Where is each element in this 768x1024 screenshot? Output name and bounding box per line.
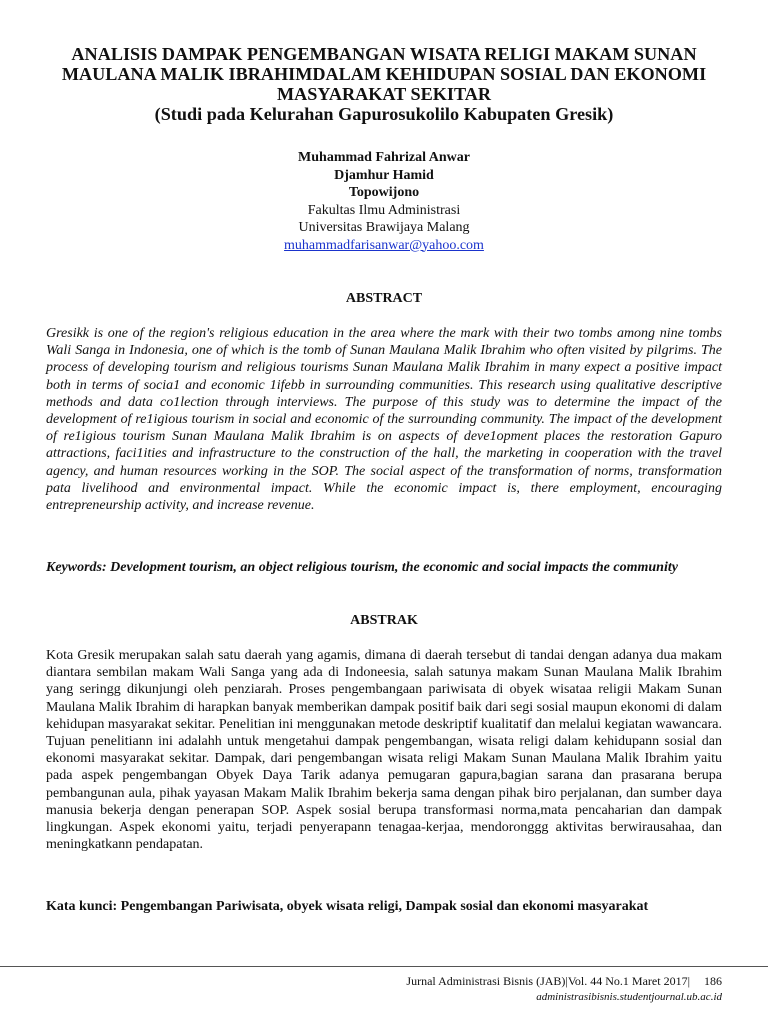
footer-journal-info	[406, 974, 722, 989]
footer-website: administrasibisnis.studentjournal.ub.ac.id	[536, 991, 722, 1003]
author-university: Universitas Brawijaya Malang	[298, 220, 470, 235]
page-number: 186	[704, 974, 722, 988]
abstract-heading: ABSTRACT	[345, 291, 423, 306]
footer-journal-name: Jurnal Administrasi Bisnis (JAB)|Vol. 44 No.1 Maret 2017|	[406, 974, 690, 988]
footer-divider	[0, 966, 768, 967]
paper-title	[40, 44, 728, 124]
kata-kunci: Kata kunci: Pengembangan Pariwisata, obyek wisata religi, Dampak sosial dan ekonomi masyarakat	[46, 899, 649, 914]
abstrak-body: Kota Gresik merupakan salah satu daerah yang agamis, dimana di daerah tersebut di tandai dengan adanya dua makam diantara sembilan makam Wali Sanga yang ada di Indoneesia, salah satunya makam Sunan Maulana Malik Ibrahim yang seringg dikunjungi oleh penziarah. Proses pengembangaan pariwisata di obyek wisataa religii Makam Sunan Maulana Malik Ibrahim di harapkan banyak memberikan dampak positif baik dari segi sosial maupun ekonomi di dalam kehidupan masyarakat sekitar. Penelitian ini menggunakan metode deskriptif kualitatif dan melalui kegiatan wawancara. Tujuan penelitiann ini adalahh untuk mengetahui dampak pengembangan, wisata religi dalam kehidupann sosial dan ekonomi masyarakat sekitar. Dampak, dari pengembangan wisata religi Makam Sunan Maulana Malik Ibrahim yaitu pada aspek pengembangan Obyek Daya Tarik adanya pemugaran gapura,bagian sarana dan prasarana berupa pembangunan aula, pihak yayasan Makam Malik Ibrahim bekerja sama dengan pihak biro perjalanan, dan sumber daya manusia bekerja dengan penerapan SOP. Aspek sosial berupa transformasi norma,mata pencaharian dan dampak lingkungan. Aspek ekonomi yaitu, terjadi penyerapann tenagaa-kerjaa, mendoronggg aktivitas berwirausahaa, dan meningkatkann pendapatan.	[46, 648, 722, 853]
author-name: Muhammad Fahrizal Anwar	[298, 150, 470, 165]
author-email-link[interactable]: muhammadfarisanwar@yahoo.com	[284, 237, 484, 253]
author-name: Djamhur Hamid	[334, 167, 434, 183]
title-subtitle: (Studi pada Kelurahan Gapurosukolilo Kabupaten Gresik)	[154, 104, 614, 124]
author-faculty: Fakultas Ilmu Administrasi	[307, 202, 461, 218]
keywords: Keywords: Development tourism, an object religious tourism, the economic and social impacts the community	[46, 560, 678, 575]
author-name: Topowijono	[348, 185, 420, 200]
abstrak-heading: ABSTRAK	[350, 613, 418, 628]
abstract-body: Gresikk is one of the region's religious education in the area where the mark with their two tombs among nine tombs Wali Sanga in Indonesia, one of which is the tomb of Sunan Maulana Malik Ibrahim who often visited by pilgrims. The process of developing tourism and religious tourisms Sunan Maulana Malik Ibrahim in many expect a positive impact both in terms of socia1 and economic 1ifebb in surrounding communities. This research using qualitative descriptive methods and data co1lection through interviews. The purpose of this study was to determine the impact of the development of re1igious tourism in social and economic of the surrounding community. The impact of the development of re1igious tourism Sunan Maulana Malik Ibrahim is on aspects of deve1opment places the restoration Gapuro attractions, faci1ities and infrastructure to the construction of the hall, the marketing in cooperation with the travel agency, and human resources working in the SOP. The social aspect of the transformation of norms, transformation pata livelihood and environmental impact. While the economic impact is, there employment, encouraging entrepreneurship activity, and increase revenue.	[46, 326, 722, 514]
title-line-3: MASYARAKAT SEKITAR	[276, 84, 492, 104]
author-block	[40, 149, 728, 254]
title-line-1: ANALISIS DAMPAK PENGEMBANGAN WISATA RELIGI MAKAM SUNAN	[71, 44, 697, 64]
title-line-2: MAULANA MALIK IBRAHIMDALAM KEHIDUPAN SOSIAL DAN EKONOMI	[61, 64, 707, 84]
